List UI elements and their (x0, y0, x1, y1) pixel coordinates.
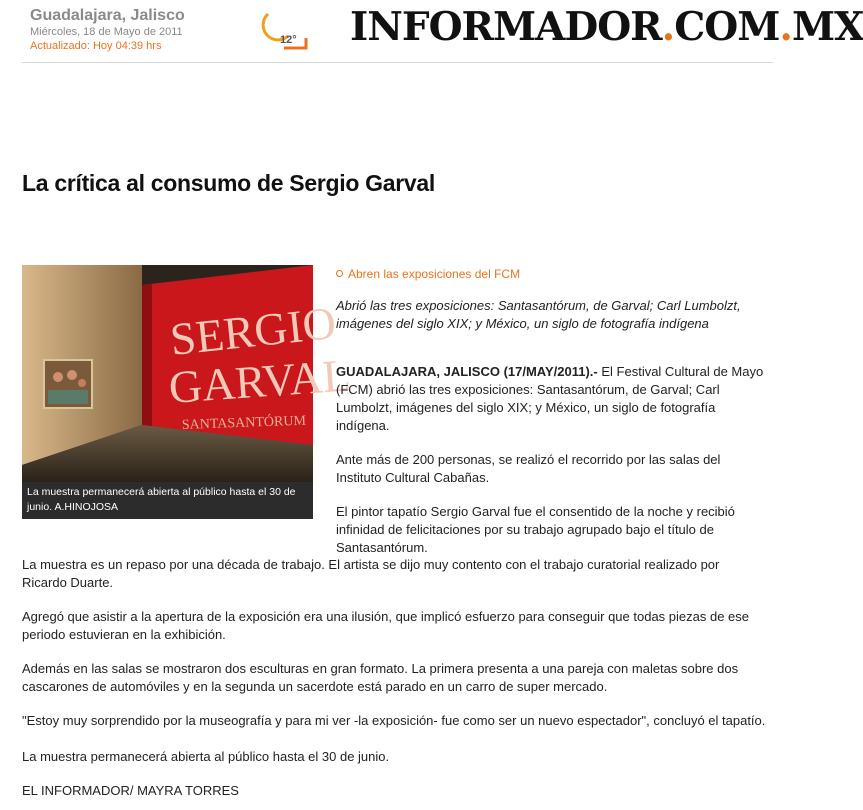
paragraph-7-closing: La muestra permanecerá abierta al público hasta el 30 de junio. (22, 749, 390, 764)
weather-widget[interactable] (254, 8, 314, 54)
location-city: Guadalajara, Jalisco (30, 7, 185, 24)
bullet-icon (336, 270, 343, 277)
paragraph-1 (336, 363, 766, 435)
site-logo[interactable] (350, 4, 863, 50)
last-updated: Actualizado: Hoy 04:39 hrs (30, 40, 162, 52)
paragraph-6: Además en las salas se mostraron dos esculturas en gran formato. La primera presenta a una pareja con maletas sobre dos cascarones de automóviles y en la segunda un sacerdote está parado en un carro de super mercado. (22, 661, 739, 694)
site-header (22, 0, 863, 63)
byline: EL INFORMADOR/ MAYRA TORRES (22, 783, 239, 798)
brand-dot-2: . (779, 4, 792, 50)
brand-com: COM (674, 4, 780, 50)
location-date: Miércoles, 18 de Mayo de 2011 (30, 26, 183, 38)
paragraph-3: El pintor tapatío Sergio Garval fue el consentido de la noche y recibió infinidad de felicitaciones por su trabajo agrupado bajo el título de Santasantórum. (336, 504, 735, 555)
brand-mx: MX (791, 4, 863, 50)
photo-wall-line2: GARVAL (167, 349, 353, 413)
article-lead: Abrió las tres exposiciones: Santasantórum, de Garval; Carl Lumbolzt, imágenes del siglo XIX; y México, un siglo de fotografía indígena (336, 298, 741, 331)
photo-wall-sub: SANTASANTÓRUM (181, 413, 307, 433)
paragraph-2: Ante más de 200 personas, se realizó el recorrido por las salas del Instituto Cultural Cabañas. (336, 452, 721, 485)
temperature: 12° (280, 34, 297, 46)
paragraph-5: Agregó que asistir a la apertura de la exposición era una ilusión, que implicó esfuerzo para conseguir que todas piezas de ese periodo estuvieran en la exhibición. (22, 609, 750, 642)
article-photo[interactable] (22, 265, 353, 482)
brand-dot-1: . (661, 4, 675, 50)
photo-caption: La muestra permanecerá abierta al público hasta el 30 de junio. A.HINOJOSA (22, 482, 313, 519)
paragraph-4: La muestra es un repaso por una década de trabajo. El artista se dijo muy contento con el trabajo curatorial realizado por Ricardo Duarte. (22, 557, 720, 590)
dateline: GUADALAJARA, JALISCO (17/MAY/2011).- (336, 364, 598, 379)
paragraph-7-quote: "Estoy muy sorprendido por la museografía y para mi ver -la exposición- fue como ser un nuevo espectador", concluyó el tapatío. (22, 713, 766, 728)
related-link[interactable] (336, 267, 520, 281)
moon-icon (254, 8, 314, 54)
article-title: La crítica al consumo de Sergio Garval (22, 170, 435, 196)
paragraph-1-text: El Festival Cultural de Mayo (FCM) abrió las tres exposiciones: Santasantórum, de Garval; Carl Lumbolzt, imágenes del siglo XIX; y México, un siglo de fotografía indígena. (336, 364, 764, 433)
brand-main: INFORMADOR (350, 4, 662, 50)
related-link-label: Abren las exposiciones del FCM (348, 267, 521, 281)
photo-wall-line1: SERGIO (167, 296, 339, 365)
